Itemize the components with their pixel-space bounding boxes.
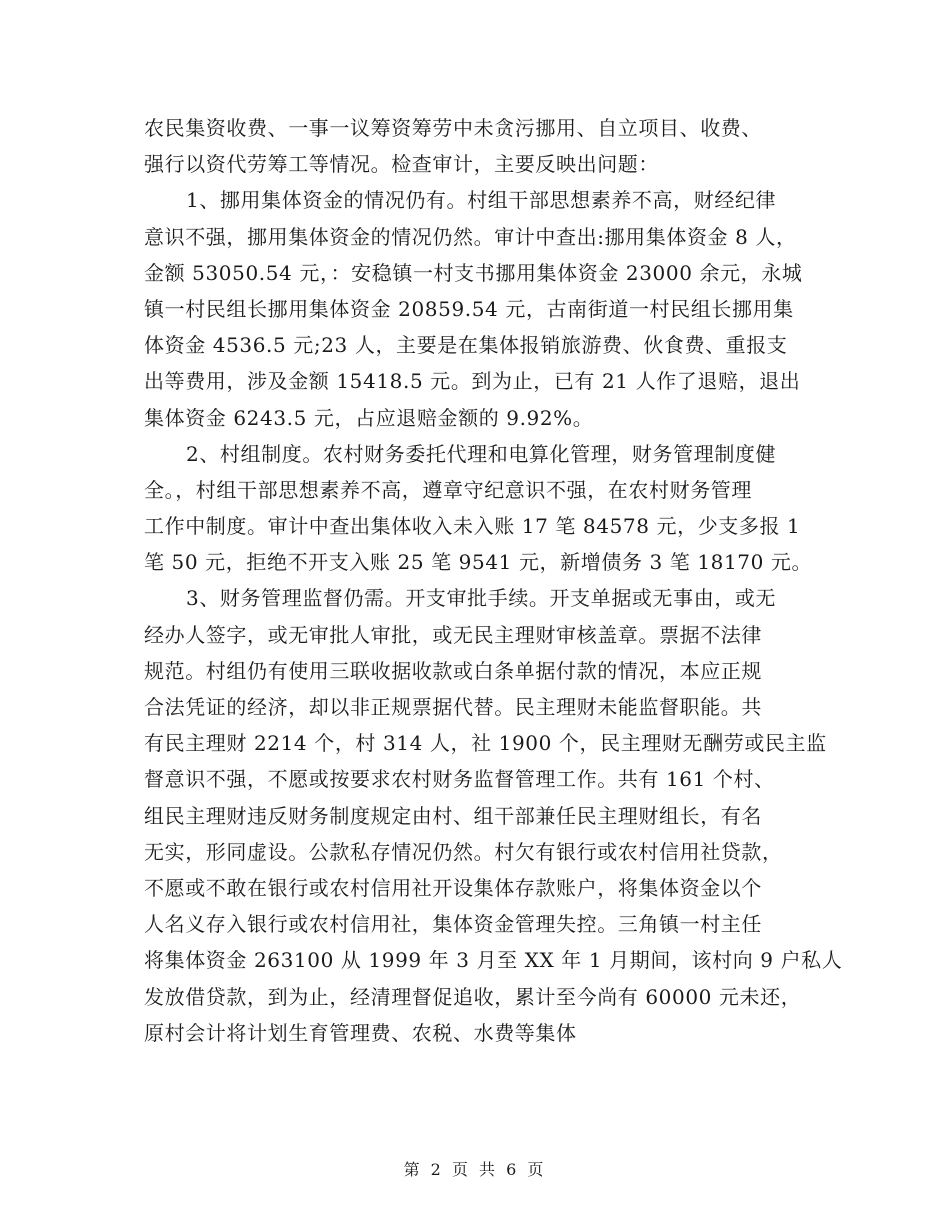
text-line: 镇一村民组长挪用集体资金 20859.54 元，古南街道一村民组长挪用集 xyxy=(144,296,794,321)
text-line: 强行以资代劳筹工等情况。检查审计，主要反映出问题： xyxy=(144,152,659,177)
text-line: 工作中制度。审计中查出集体收入未入账 17 笔 84578 元，少支多报 1 xyxy=(144,514,801,539)
text-line: 督意识不强，不愿或按要求农村财务监督管理工作。共有 161 个村、 xyxy=(144,767,775,792)
text-line: 不愿或不敢在银行或农村信用社开设集体存款账户，将集体资金以个 xyxy=(144,875,762,900)
text-line: 规范。村组仍有使用三联收据收款或白条单据付款的情况，本应正规 xyxy=(144,658,762,683)
text-line: 发放借贷款，到为止，经清理督促追收，累计至今尚有 60000 元未还， xyxy=(144,984,802,1009)
text-line: 经办人签字，或无审批人审批，或无民主理财审核盖章。票据不法律 xyxy=(144,622,762,647)
text-line: 组民主理财违反财务制度规定由村、组干部兼任民主理财组长，有名 xyxy=(144,803,762,828)
text-line: 有民主理财 2214 个，村 314 人，社 1900 个，民主理财无酬劳或民主监 xyxy=(144,731,827,756)
paragraph-first-line: 3、财务管理监督仍需。开支审批手续。开支单据或无事由，或无 xyxy=(186,586,777,611)
page-number-footer: 第 2 页 共 6 页 xyxy=(403,1160,547,1179)
document-body xyxy=(144,110,843,1051)
text-line: 原村会计将计划生育管理费、农税、水费等集体 xyxy=(144,1020,577,1045)
text-line: 将集体资金 263100 从 1999 年 3 月至 XX 年 1 月期间，该村向 9 户私人 xyxy=(144,948,843,973)
paragraph-first-line: 1、挪用集体资金的情况仍有。村组干部思想素养不高，财经纪律 xyxy=(186,188,777,213)
text-line: 笔 50 元，拒绝不开支入账 25 笔 9541 元，新增债务 3 笔 18170 元。 xyxy=(144,550,813,575)
text-line: 农民集资收费、一事一议筹资筹劳中未贪污挪用、自立项目、收费、 xyxy=(144,116,762,140)
text-line: 意识不强，挪用集体资金的情况仍然。审计中查出:挪用集体资金 8 人， xyxy=(144,224,797,249)
text-line: 集体资金 6243.5 元，占应退赔金额的 9.92%。 xyxy=(144,405,594,430)
paragraph-first-line: 2、村组制度。农村财务委托代理和电算化管理，财务管理制度健 xyxy=(186,441,777,466)
text-line: 全。，村组干部思想素养不高，遵章守纪意识不强，在农村财务管理 xyxy=(144,477,752,502)
text-line: 出等费用，涉及金额 15418.5 元。到为止，已有 21 人作了退赔，退出 xyxy=(144,369,801,394)
text-line: 金额 53050.54 元，：安稳镇一村支书挪用集体资金 23000 余元，永城 xyxy=(144,260,803,285)
text-line: 无实，形同虚设。公款私存情况仍然。村欠有银行或农村信用社贷款， xyxy=(144,839,783,864)
text-line: 合法凭证的经济，却以非正规票据代替。民主理财未能监督职能。共 xyxy=(144,695,762,719)
text-line: 人名义存入银行或农村信用社，集体资金管理失控。三角镇一村主任 xyxy=(144,912,762,937)
text-line: 体资金 4536.5 元;23 人，主要是在集体报销旅游费、伙食费、重报支 xyxy=(144,333,788,358)
